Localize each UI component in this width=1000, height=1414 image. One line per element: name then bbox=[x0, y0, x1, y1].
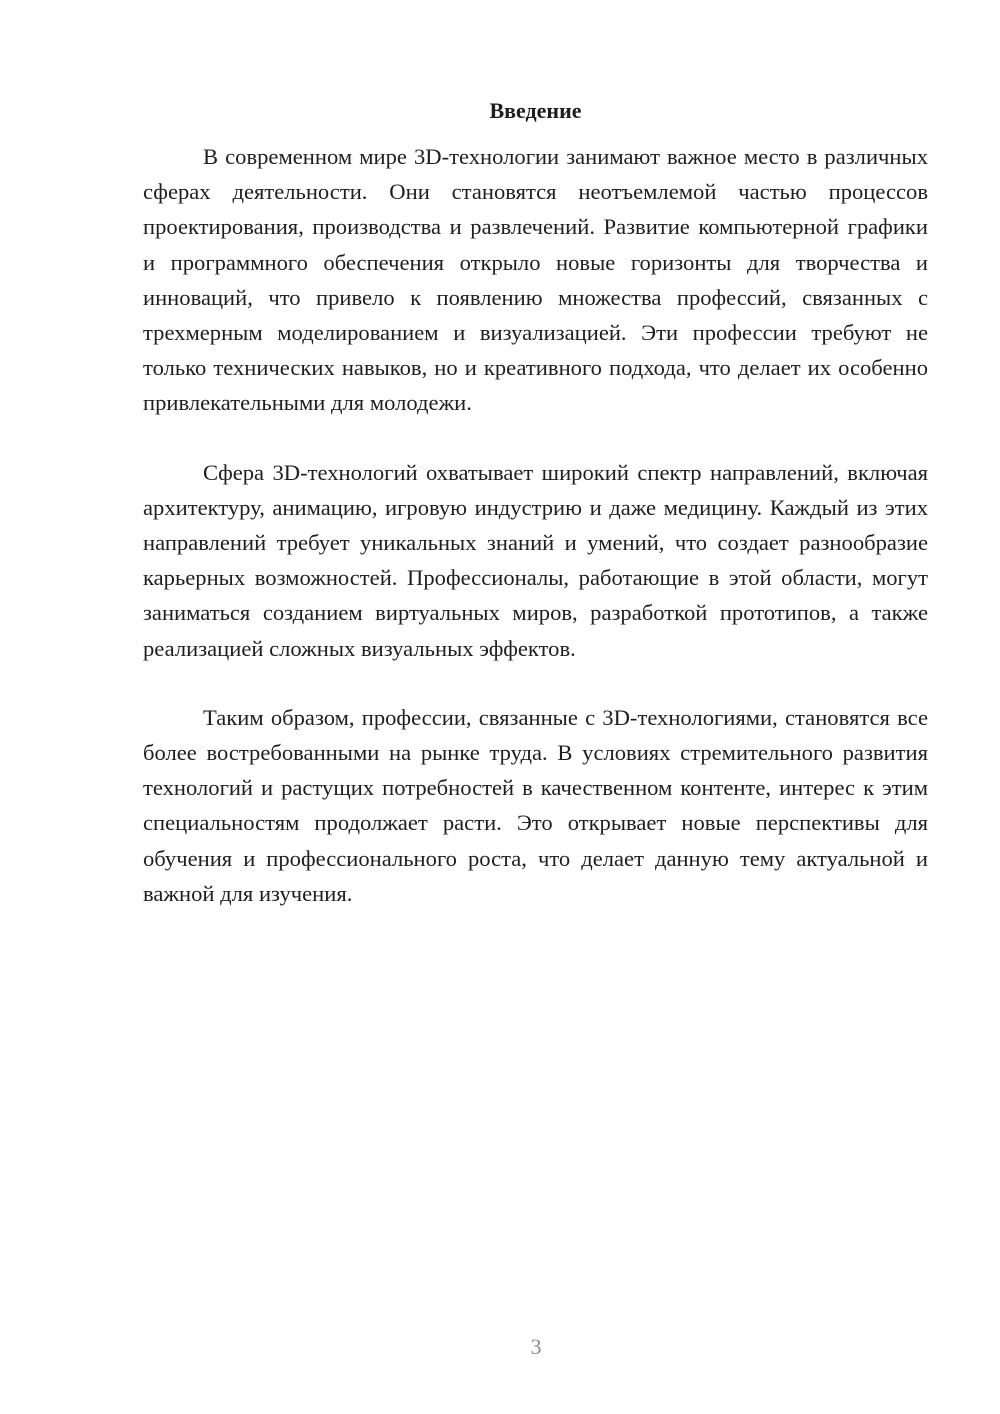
paragraph-1: В современном мире 3D-технологии занимают важное место в различных сферах деятельности. Они становятся неотъемлемой частью процессов проектирования, производства и развлечений. Развитие компьютерной графики и программного обеспечения открыло новые горизонты для творчества и инноваций, что привело к появлению множества профессий, связанных с трехмерным моделированием и визуализацией. Эти профессии требуют не только технических навыков, но и креативного подхода, что делает их особенно привлекательными для молодежи. bbox=[143, 144, 928, 416]
document-body bbox=[143, 96, 928, 911]
paragraph-3: Таким образом, профессии, связанные с 3D-технологиями, становятся все более востребованными на рынке труда. В условиях стремительного развития технологий и растущих потребностей в качественном контенте, интерес к этим специальностям продолжает расти. Это открывает новые перспективы для обучения и профессионального роста, что делает данную тему актуальной и важной для изучения. bbox=[143, 704, 928, 906]
paragraph-2: Сфера 3D-технологий охватывает широкий спектр направлений, включая архитектуру, анимацию, игровую индустрию и даже медицину. Каждый из этих направлений требует уникальных знаний и умений, что создает разнообразие карьерных возможностей. Профессионалы, работающие в этой области, могут заниматься созданием виртуальных миров, разработкой прототипов, а также реализацией сложных визуальных эффектов. bbox=[143, 459, 928, 661]
section-heading: Введение bbox=[489, 98, 582, 123]
page-number: 3 bbox=[530, 1334, 542, 1359]
